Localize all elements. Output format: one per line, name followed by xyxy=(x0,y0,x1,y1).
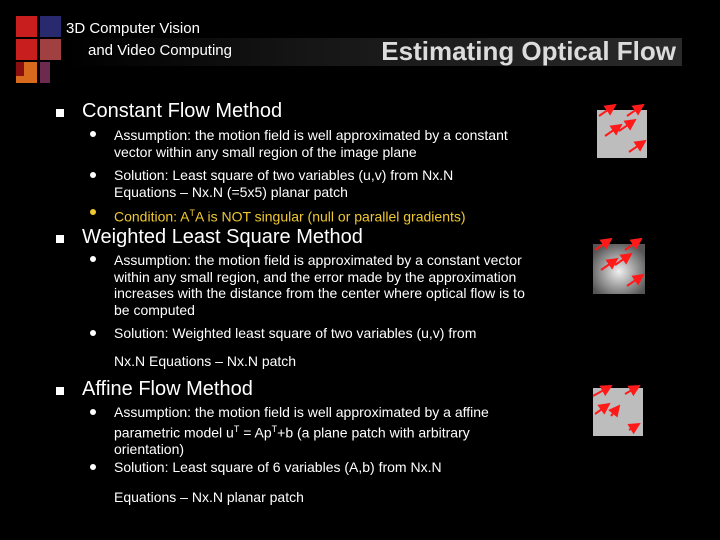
logo-square xyxy=(40,62,50,83)
affine-sup1: T xyxy=(233,423,240,434)
constant-flow-patch xyxy=(595,104,647,156)
sub-bullet xyxy=(90,209,96,215)
list-item: Solution: Least square of 6 variables (A,b) from Nx.N xyxy=(114,459,442,475)
logo-square xyxy=(16,62,24,76)
sub-bullet xyxy=(90,256,96,262)
affine-assumption-item xyxy=(114,404,524,457)
sub-bullet xyxy=(90,409,96,415)
logo-square xyxy=(40,39,61,60)
affine-flow-patch xyxy=(589,382,641,434)
sub-bullet xyxy=(90,131,96,137)
logo-square xyxy=(40,16,61,37)
sub-bullet xyxy=(90,464,96,470)
affine-mid: = Ap xyxy=(239,424,272,441)
condition-item xyxy=(114,205,466,225)
affine-pre: Assumption: the motion field is well approximated by a affine parametric model u xyxy=(114,404,489,441)
list-item: Solution: Least square of two variables (u,v) from Nx.N Equations – Nx.N (=5x5) planar patch xyxy=(114,167,454,200)
section-heading: Affine Flow Method xyxy=(82,378,253,400)
section-bullet xyxy=(56,235,64,243)
weighted-flow-patch xyxy=(589,236,641,288)
section-bullet xyxy=(56,109,64,117)
section-bullet xyxy=(56,387,64,395)
sub-bullet xyxy=(90,330,96,336)
logo-square xyxy=(16,39,37,60)
section-heading: Weighted Least Square Method xyxy=(82,226,363,248)
list-item: Assumption: the motion field is well approximated by a constant vector within any small region of the image plane xyxy=(114,127,508,160)
section-heading: Constant Flow Method xyxy=(82,100,283,122)
slide-title: Estimating Optical Flow xyxy=(381,36,676,66)
course-title-line1: 3D Computer Vision xyxy=(66,20,200,37)
affine-sup2: T xyxy=(271,423,278,434)
condition-sup: T xyxy=(189,208,195,218)
list-item-continuation: Equations – Nx.N planar patch xyxy=(114,489,304,505)
list-item-continuation: Nx.N Equations – Nx.N patch xyxy=(114,353,297,369)
affine-post: +b (a plane patch with arbitrary orientation) xyxy=(114,424,470,457)
logo-square xyxy=(16,16,37,37)
course-title-line2: and Video Computing xyxy=(88,42,232,59)
condition-post: A is NOT singular (null or parallel gradients) xyxy=(195,208,466,225)
list-item: Assumption: the motion field is approximated by a constant vector within any small region, and the error made by the approximation increases with the distance from the center where optical flow is to be computed xyxy=(114,252,525,318)
condition-pre: Condition: A xyxy=(114,208,190,225)
sub-bullet xyxy=(90,172,96,178)
course-logo xyxy=(16,16,62,82)
list-item: Solution: Weighted least square of two variables (u,v) from xyxy=(114,325,477,341)
